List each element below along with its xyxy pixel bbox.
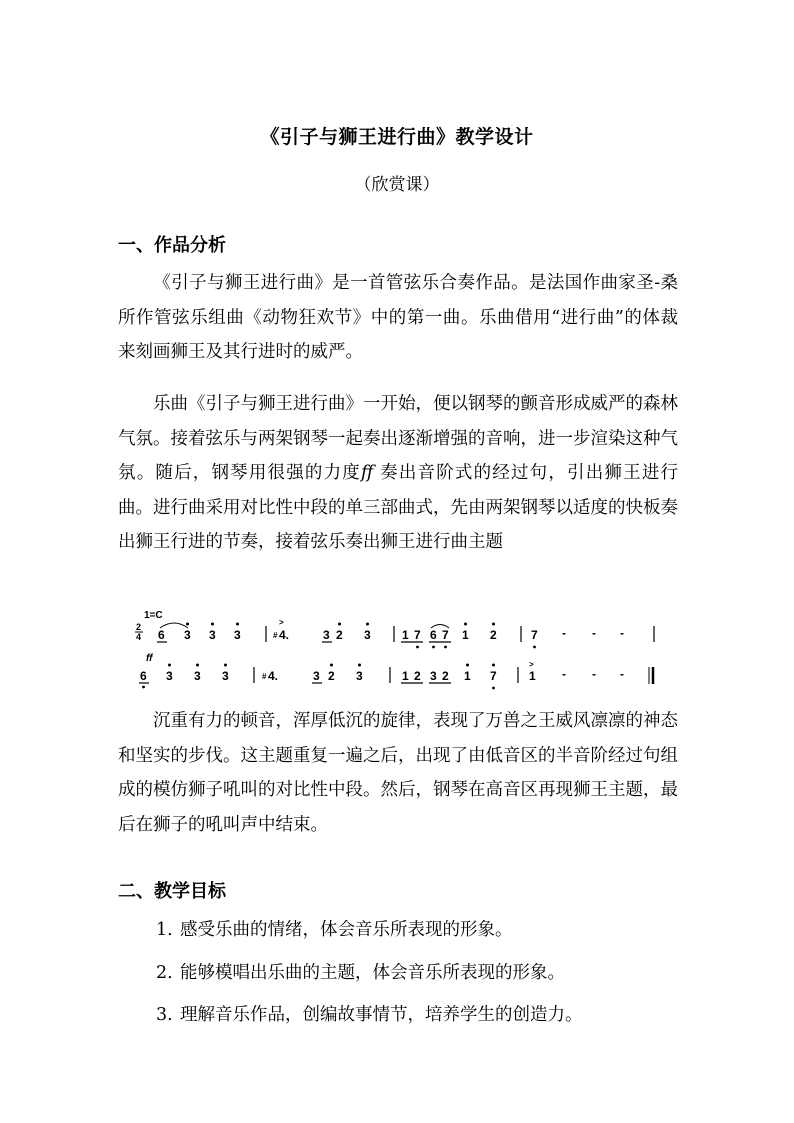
note: 1	[402, 669, 409, 683]
paragraph-structure-text-2: 奏出音阶式的经过句，引出狮王进行曲。进行曲采用对比性中段的单三部曲式，先由两架钢琴以适度的快板奏出狮王行进的节奏，接着弦乐奏出狮王进行曲主题	[118, 463, 679, 552]
note: 3	[323, 628, 330, 642]
dash: -	[562, 667, 566, 681]
note: 1	[402, 628, 409, 642]
note: 3	[364, 628, 371, 642]
note: 3	[234, 628, 241, 642]
dash: -	[562, 626, 566, 640]
note: 3	[430, 669, 437, 683]
document-subtitle: （欣赏课）	[354, 175, 440, 195]
goal-text: 能够模唱出乐曲的主题，体会音乐所表现的形象。	[180, 963, 565, 983]
paragraph-theme-text: 沉重有力的顿音，浑厚低沉的旋律，表现了万兽之王威风凛凛的神态和坚实的步伐。这主题重复一遍之后，出现了由低音区的半音阶经过句组成的模仿狮子吼叫的对比性中段。然后，钢琴在高音区再现狮王主题，最后在狮子的吼叫声中结束。	[118, 711, 678, 835]
goal-number: 2.	[156, 963, 173, 983]
note: 7	[442, 628, 449, 642]
note: 7	[490, 669, 497, 683]
dash: -	[592, 667, 596, 681]
section-heading-goals: 二、教学目标	[118, 881, 226, 902]
score-line-1	[157, 618, 654, 648]
note: 2	[414, 669, 421, 683]
dynamic-marking: ff	[360, 463, 374, 483]
paragraph-structure	[118, 387, 678, 560]
paragraph-theme	[118, 704, 678, 842]
note: 2	[336, 628, 343, 642]
score-key: 1=C	[144, 610, 163, 621]
note: 3	[356, 669, 363, 683]
note: 3	[184, 628, 191, 642]
goal-item-3	[156, 1001, 583, 1026]
staccato-dot	[211, 623, 214, 626]
section-heading-analysis: 一、作品分析	[118, 235, 226, 256]
sharp-sign: #	[262, 672, 267, 681]
goal-number: 1.	[156, 920, 173, 940]
note: 3	[166, 669, 173, 683]
dynamic-ff: ff	[146, 653, 153, 664]
goal-number: 3.	[156, 1005, 173, 1025]
note: 3	[313, 669, 320, 683]
score-line-2	[139, 653, 653, 689]
goal-item-1	[156, 916, 513, 941]
note: 7	[414, 628, 421, 642]
note: 3	[209, 628, 216, 642]
goal-item-2	[156, 959, 565, 984]
note: 7	[531, 628, 538, 642]
staccato-dot	[236, 623, 239, 626]
dash: -	[620, 626, 624, 640]
note: 2	[490, 628, 497, 642]
dash: -	[620, 667, 624, 681]
note: 6	[430, 628, 437, 642]
note: 3	[222, 669, 229, 683]
sharp-sign: #	[273, 631, 278, 640]
time-sig-top: 2	[136, 622, 142, 632]
staccato-dot	[186, 623, 189, 626]
note: 6	[158, 628, 165, 642]
paragraph-intro-text: 《引子与狮王进行曲》是一首管弦乐合奏作品。是法国作曲家圣-桑所作管弦乐组曲《动物狂欢节》中的第一曲。乐曲借用“进行曲”的体裁来刻画狮王及其行进时的威严。	[118, 273, 678, 362]
paragraph-structure-text-1: 乐曲《引子与狮王进行曲》一开始，便以钢琴的颤音形成威严的森林气氛。接着弦乐与两架钢琴一起奏出逐渐增强的音响，进一步渲染这种气氛。随后，钢琴用很强的力度	[118, 394, 678, 483]
music-score	[126, 604, 666, 690]
goal-text: 理解音乐作品，创编故事情节，培养学生的创造力。	[180, 1005, 583, 1025]
dash: -	[592, 626, 596, 640]
note: 1	[462, 628, 469, 642]
paragraph-intro	[118, 266, 678, 370]
note: 1	[529, 669, 536, 683]
note: 1	[464, 669, 471, 683]
note: 4.	[279, 628, 290, 642]
time-sig-bottom: 4	[136, 632, 142, 642]
note: 4.	[268, 669, 279, 683]
note: 2	[328, 669, 335, 683]
note: 6	[140, 669, 147, 683]
note: 3	[194, 669, 201, 683]
document-title: 《引子与狮王进行曲》教学设计	[260, 126, 534, 148]
accent-mark: >	[529, 660, 534, 669]
note: 2	[442, 669, 449, 683]
accent-mark: >	[279, 618, 284, 627]
goal-text: 感受乐曲的情绪，体会音乐所表现的形象。	[180, 920, 513, 940]
